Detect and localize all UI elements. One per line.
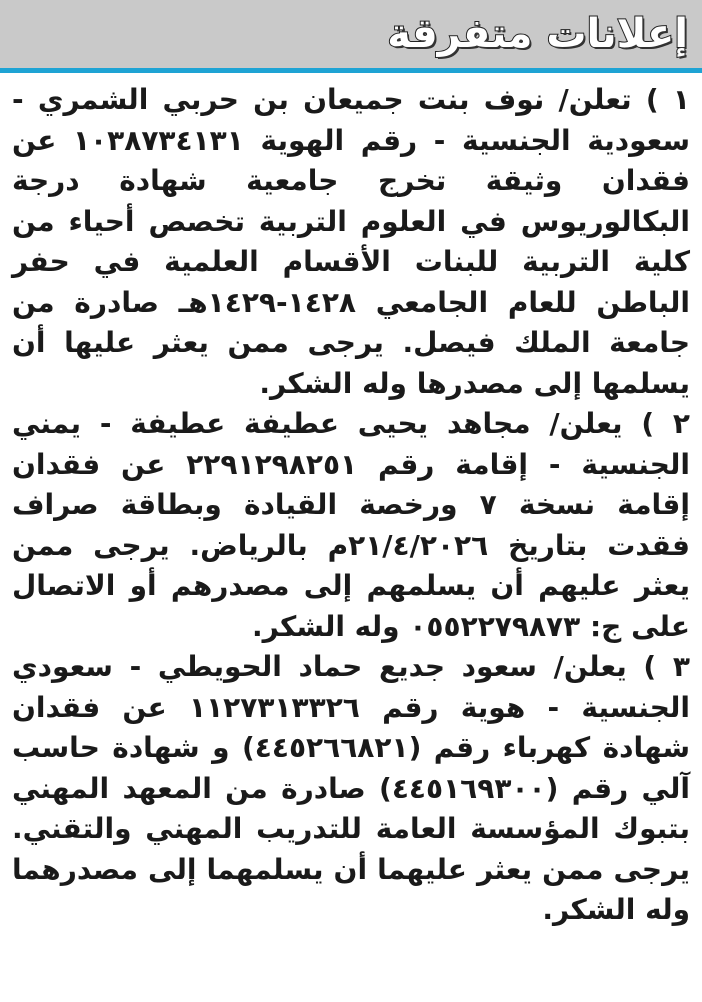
page-title: إعلانات متفرقة [387, 11, 688, 57]
header-accent-bar [0, 68, 702, 73]
ad-item-1: ١ ) تعلن/ نوف بنت جميعان بن حربي الشمري - سعودية الجنسية - رقم الهوية ١٠٣٨٧٣٤١٣١ عن فقدان وثيقة تخرج جامعية شهادة درجة البكالوريوس في العلوم التربية تخصص أحياء من كلية التربية للبنات الأقسام العلمية في حفر الباطن للعام الجامعي ١٤٢٨-١٤٢٩هـ صادرة من جامعة الملك فيصل. يرجى ممن يعثر عليها أن يسلمها إلى مصدرها وله الشكر. [12, 83, 691, 400]
ad-item-2: ٢ ) يعلن/ مجاهد يحيى عطيفة عطيفة - يمني الجنسية - إقامة رقم ٢٢٩١٢٩٨٢٥١ عن فقدان إقامة نسخة ٧ ورخصة القيادة وبطاقة صراف فقدت بتاريخ ٢١/٤/٢٠٢٦م بالرياض. يرجى ممن يعثر عليهم أن يسلمهم إلى مصدرهم أو الاتصال على ج: ٠٥٥٢٢٧٩٨٧٣ وله الشكر. [12, 407, 690, 643]
page-header [0, 0, 702, 68]
ads-list [12, 80, 690, 931]
ad-item-3: ٣ ) يعلن/ سعود جديع حماد الحويطي - سعودي الجنسية - هوية رقم ١١٢٧٣١٣٣٢٦ عن فقدان شهادة كهرباء رقم (٤٤٥٢٦٦٨٢١) و شهادة حاسب آلي رقم (٤٤٥١٦٩٣٠٠) صادرة من المعهد المهني بتبوك المؤسسة العامة للتدريب المهني والتقني. يرجى ممن يعثر عليهما أن يسلمهما إلى مصدرهما وله الشكر. [12, 650, 690, 926]
